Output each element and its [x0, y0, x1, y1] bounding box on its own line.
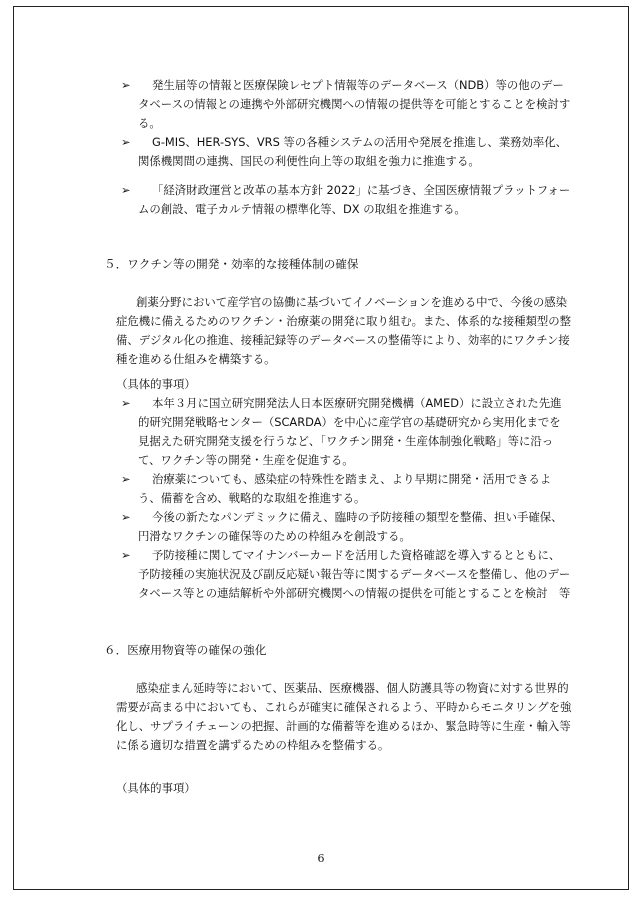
- top-bullet-2: [121, 133, 571, 171]
- section-5-heading: ５．ワクチン等の開発・効率的な接種体制の確保: [104, 257, 359, 271]
- section-5-bullet-2: [121, 470, 571, 508]
- top-bullet-1-text: 発生届等の情報と医療保険レセプト情報等のデータベース（NDB）等の他のデータベースの情報との連携や外部研究機関への情報の提供等を可能とすることを検討する。: [138, 78, 571, 130]
- arrow-bullet-icon: ➢: [121, 183, 131, 197]
- section-5-bullet-1-text: 本年３月に国立研究開発法人日本医療研究開発機構（AMED）に設立された先進的研究開発戦略センター（SCARDA）を中心に産学官の基礎研究から実用化までを見据えた研究開発支援を行うなど、「ワクチン開発・生産体制強化戦略」等に沿って、ワクチン等の開発・生産を促進する。: [138, 396, 562, 467]
- section-6-heading: ６．医療用物資等の確保の強化: [104, 643, 267, 657]
- arrow-bullet-icon: ➢: [121, 396, 131, 410]
- top-bullet-3-text: 「経済財政運営と改革の基本方針 2022」に基づき、全国医療情報プラットフォームの創設、電子カルテ情報の標準化等、DX の取組を推進する。: [138, 183, 571, 216]
- section-5-specifics-label: （具体的事項）: [116, 377, 196, 391]
- arrow-bullet-icon: ➢: [121, 78, 131, 92]
- section-5-bullet-1: [121, 394, 571, 470]
- top-bullet-1: [121, 76, 571, 133]
- section-5-bullet-4: [121, 546, 571, 603]
- top-bullet-3: [121, 181, 571, 219]
- arrow-bullet-icon: ➢: [121, 510, 131, 524]
- page-number: 6: [317, 852, 325, 865]
- section-5-bullet-3: [121, 508, 571, 546]
- arrow-bullet-icon: ➢: [121, 135, 131, 149]
- section-5-paragraph: 創薬分野において産学官の協働に基づいてイノベーションを進める中で、今後の感染症危機に備えるためのワクチン・治療薬の開発に取り組む。また、体系的な接種類型の整備、デジタル化の推進、接種記録等のデータベースの整備等により、効率的にワクチン接種を進める仕組みを構築する。: [116, 295, 572, 366]
- section-5-bullet-4-text: 予防接種に関してマイナンバーカードを活用した資格確認を導入するとともに、予防接種の実施状況及び副反応疑い報告等に関するデータベースを整備し、他のデータベース等との連結解析や外部研究機関への情報の提供を可能とすることを検討 等: [138, 548, 571, 600]
- section-5-bullet-3-text: 今後の新たなパンデミックに備え、臨時の予防接種の類型を整備、担い手確保、円滑なワクチンの確保等のための枠組みを創設する。: [138, 510, 563, 543]
- section-6-specifics-label: （具体的事項）: [116, 781, 196, 795]
- arrow-bullet-icon: ➢: [121, 548, 131, 562]
- section-5-bullet-2-text: 治療薬についても、感染症の特殊性を踏まえ、より早期に開発・活用できるよう、備蓄を含め、戦略的な取組を推進する。: [138, 472, 552, 505]
- arrow-bullet-icon: ➢: [121, 472, 131, 486]
- top-bullet-2-text: G-MIS、HER-SYS、VRS 等の各種システムの活用や発展を推進し、業務効率化、関係機関間の連携、国民の利便性向上等の取組を強力に推進する。: [138, 135, 568, 168]
- section-6-paragraph: 感染症まん延時等において、医薬品、医療機器、個人防護具等の物資に対する世界的需要が高まる中においても、これらが確実に確保されるよう、平時からモニタリングを強化し、サプライチェーンの把握、計画的な備蓄等を進めるほか、緊急時等に生産・輸入等に係る適切な措置を講ずるための枠組みを整備する。: [116, 681, 572, 752]
